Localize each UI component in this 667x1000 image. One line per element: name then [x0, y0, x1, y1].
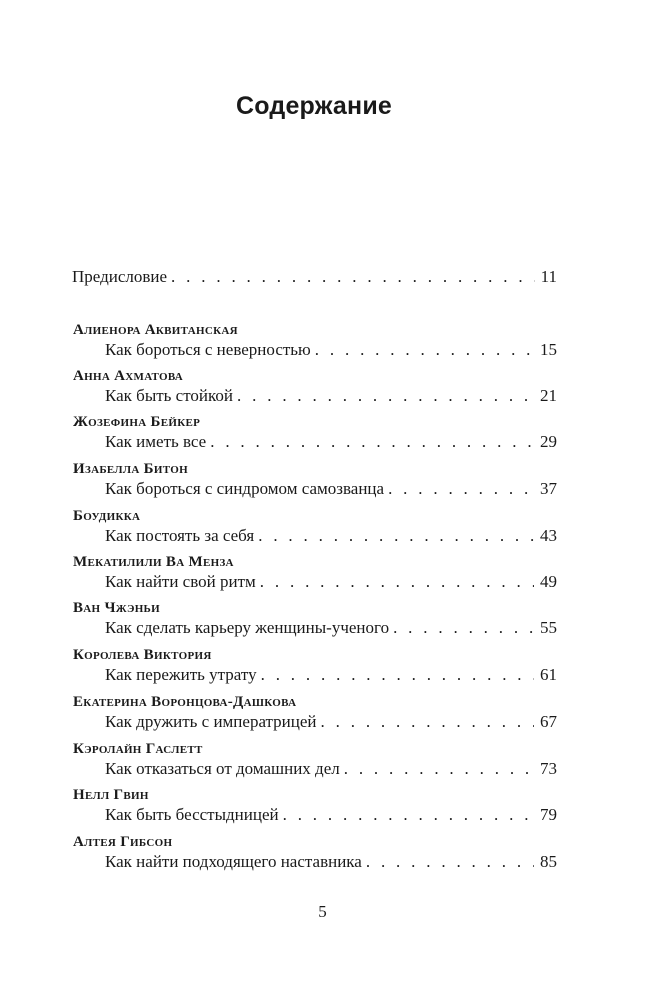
- dot-leader: [260, 571, 534, 593]
- toc-entry-label: Как иметь все: [105, 432, 207, 451]
- chapter-author: Алтея Гибсон: [73, 834, 173, 850]
- toc-entry-label: Предисловие: [72, 267, 168, 286]
- toc-entry-page: 37: [540, 479, 557, 498]
- toc-entry-label: Как бороться с неверностью: [105, 340, 311, 359]
- toc-entry[interactable]: [105, 431, 557, 453]
- toc-entry-page: 85: [540, 852, 557, 871]
- toc-entry[interactable]: [105, 571, 557, 593]
- toc-entry-label: Как бороться с синдромом самозванца: [105, 479, 385, 498]
- dot-leader: [315, 339, 534, 361]
- toc-entry-page: 61: [540, 665, 557, 684]
- toc-entry-page: 21: [540, 386, 557, 405]
- toc-entry[interactable]: [105, 711, 557, 733]
- page-number: 5: [318, 902, 327, 921]
- dot-leader: [366, 851, 534, 873]
- chapter-author: Кэролайн Гаслетт: [73, 741, 203, 757]
- toc-entry-label: Как быть бесстыдницей: [105, 805, 279, 824]
- toc-entry-label: Как отказаться от домашних дел: [105, 759, 340, 778]
- dot-leader: [210, 431, 534, 453]
- toc-entry-page: 73: [540, 759, 557, 778]
- chapter-author: Изабелла Битон: [73, 461, 188, 477]
- dot-leader: [321, 711, 534, 733]
- toc-entry-page: 79: [540, 805, 557, 824]
- dot-leader: [171, 266, 535, 288]
- toc-entry[interactable]: [105, 758, 557, 780]
- chapter-author: Боудикка: [73, 508, 141, 524]
- chapter-author: Ван Чжэньи: [73, 600, 160, 616]
- dot-leader: [237, 385, 534, 407]
- toc-entry-label: Как быть стойкой: [105, 386, 234, 405]
- chapter-author: Жозефина Бейкер: [73, 414, 201, 430]
- toc-entry-preface[interactable]: [72, 266, 557, 288]
- toc-entry-label: Как постоять за себя: [105, 526, 255, 545]
- dot-leader: [388, 478, 534, 500]
- toc-entry-label: Как найти свой ритм: [105, 572, 256, 591]
- page-title: Содержание: [235, 92, 393, 120]
- toc-entry-page: 11: [540, 267, 557, 286]
- chapter-author: Королева Виктория: [73, 647, 212, 663]
- toc-entry-page: 29: [540, 432, 557, 451]
- toc-entry[interactable]: [105, 339, 557, 361]
- chapter-author: Мекатилили Ва Менза: [73, 554, 234, 570]
- toc-entry[interactable]: [105, 664, 557, 686]
- toc-entry[interactable]: [105, 385, 557, 407]
- toc-entry-page: 43: [540, 526, 557, 545]
- chapter-author: Нелл Гвин: [73, 787, 149, 803]
- toc-entry-page: 49: [540, 572, 557, 591]
- toc-entry-label: Как дружить с императрицей: [105, 712, 317, 731]
- toc-entry-label: Как сделать карьеру женщины-ученого: [105, 618, 390, 637]
- dot-leader: [344, 758, 534, 780]
- toc-entry-label: Как найти подходящего наставника: [105, 852, 362, 871]
- dot-leader: [283, 804, 534, 826]
- chapter-author: Алиенора Аквитанская: [73, 322, 238, 338]
- dot-leader: [393, 617, 534, 639]
- toc-entry[interactable]: [105, 525, 557, 547]
- toc-entry[interactable]: [105, 851, 557, 873]
- toc-entry-page: 15: [540, 340, 557, 359]
- dot-leader: [258, 525, 534, 547]
- dot-leader: [261, 664, 534, 686]
- chapter-author: Анна Ахматова: [73, 368, 184, 384]
- toc-entry[interactable]: [105, 617, 557, 639]
- chapter-author: Екатерина Воронцова-Дашкова: [73, 694, 297, 710]
- toc-entry-page: 67: [540, 712, 557, 731]
- toc-entry[interactable]: [105, 804, 557, 826]
- toc-entry-page: 55: [540, 618, 557, 637]
- toc-entry[interactable]: [105, 478, 557, 500]
- toc-entry-label: Как пережить утрату: [105, 665, 257, 684]
